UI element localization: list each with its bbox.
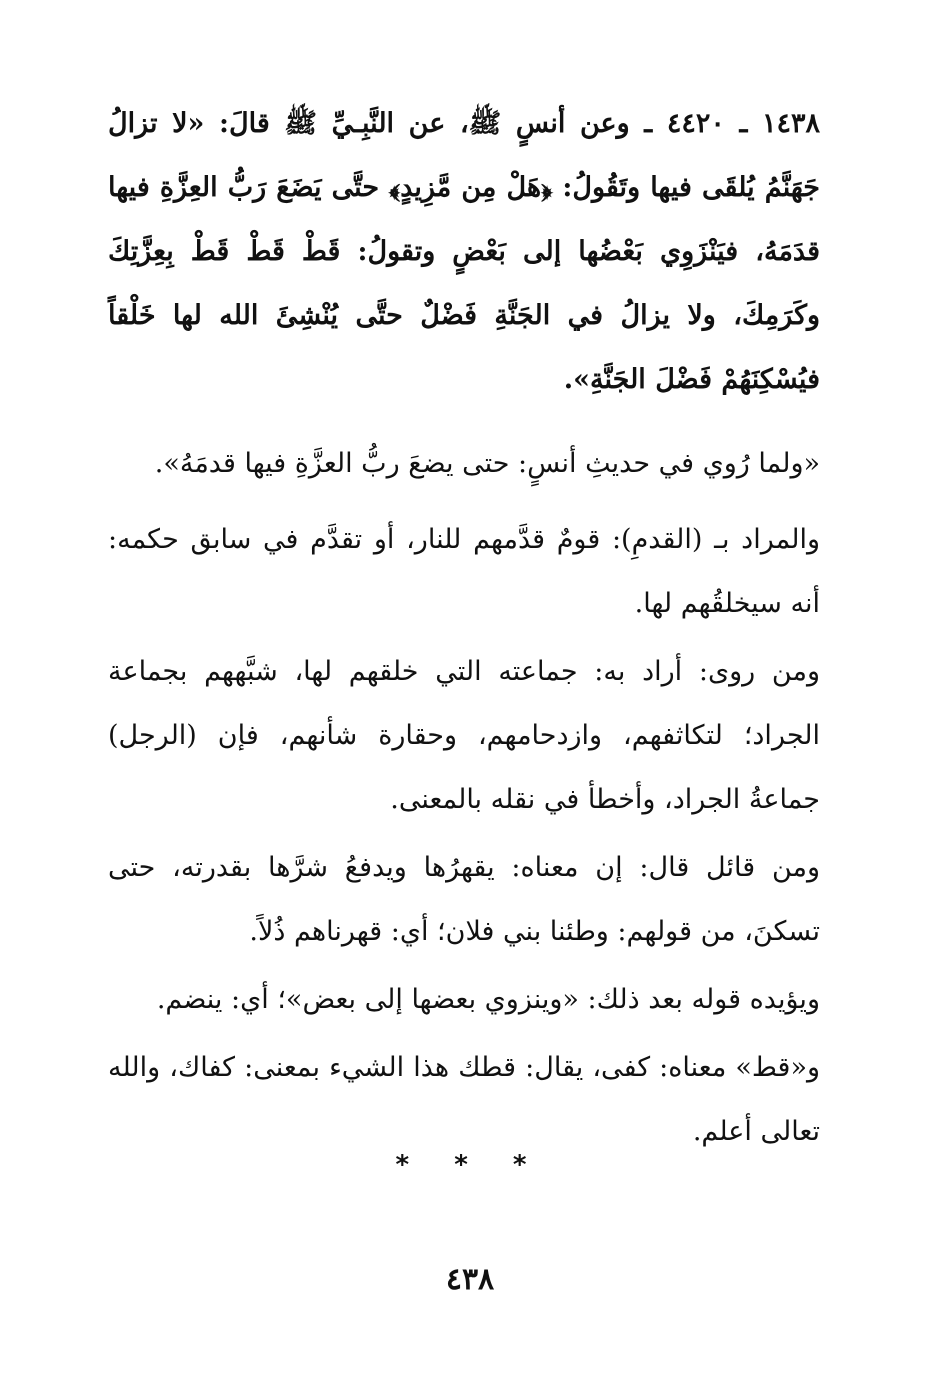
commentary-paragraph: و«قط» معناه: كفى، يقال: قطك هذا الشيء بمعنى: كفاك، والله تعالى أعلم. (108, 1052, 820, 1147)
page-body (108, 92, 820, 1164)
section-separator: * * * (395, 1150, 545, 1180)
page-number: ٤٣٨ (445, 1262, 495, 1297)
commentary-paragraph: ويؤيده قوله بعد ذلك: «وينزوي بعضها إلى بعض»؛ أي: ينضم. (156, 984, 820, 1015)
commentary-paragraph: ومن روى: أراد به: جماعته التي خلقهم لها، شبَّههم بجماعة الجراد؛ لتكاثفهم، وازدحامهم، وحقارة شأنهم، فإن (الرجل) جماعةُ الجراد، وأخطأ في نقله بالمعنى. (108, 656, 820, 815)
commentary-paragraph: «ولما رُوي في حديثِ أنسٍ: حتى يضعَ ربُّ العزَّةِ فيها قدمَهُ». (154, 448, 820, 479)
commentary-paragraph: والمراد بـ (القدمِ): قومٌ قدَّمهم للنار، أو تقدَّم في سابق حكمه: أنه سيخلقُهم لها. (108, 524, 820, 619)
commentary-paragraph: ومن قائل قال: إن معناه: يقهرُها ويدفعُ شرَّها بقدرته، حتى تسكنَ، من قولهم: وطئنا بني فلان؛ أي: قهرناهم ذُلاً. (108, 852, 820, 947)
hadith-text: ١٤٣٨ ـ ٤٤٢٠ ـ وعن أنسٍ ﷺ، عن النَّبِـيِّ ﷺ قالَ: «لا تزالُ جَهَنَّمُ يُلقَى فيها وتَقُولُ: ﴿هَلْ مِن مَّزِيدٍ﴾ حتَّى يَضَعَ رَبُّ العِزَّةِ فيها قدَمَهُ، فيَنْزَوِي بَعْضُها إلى بَعْضٍ وتقولُ: قَطْ قَطْ قَطْ بِعِزَّتِكَ وكَرَمِكَ، ولا يزالُ في الجَنَّةِ فَضْلٌ حتَّى يُنْشِئَ الله لها خَلْقاً فيُسْكِنَهُمْ فَضْلَ الجَنَّةِ». (108, 108, 820, 395)
